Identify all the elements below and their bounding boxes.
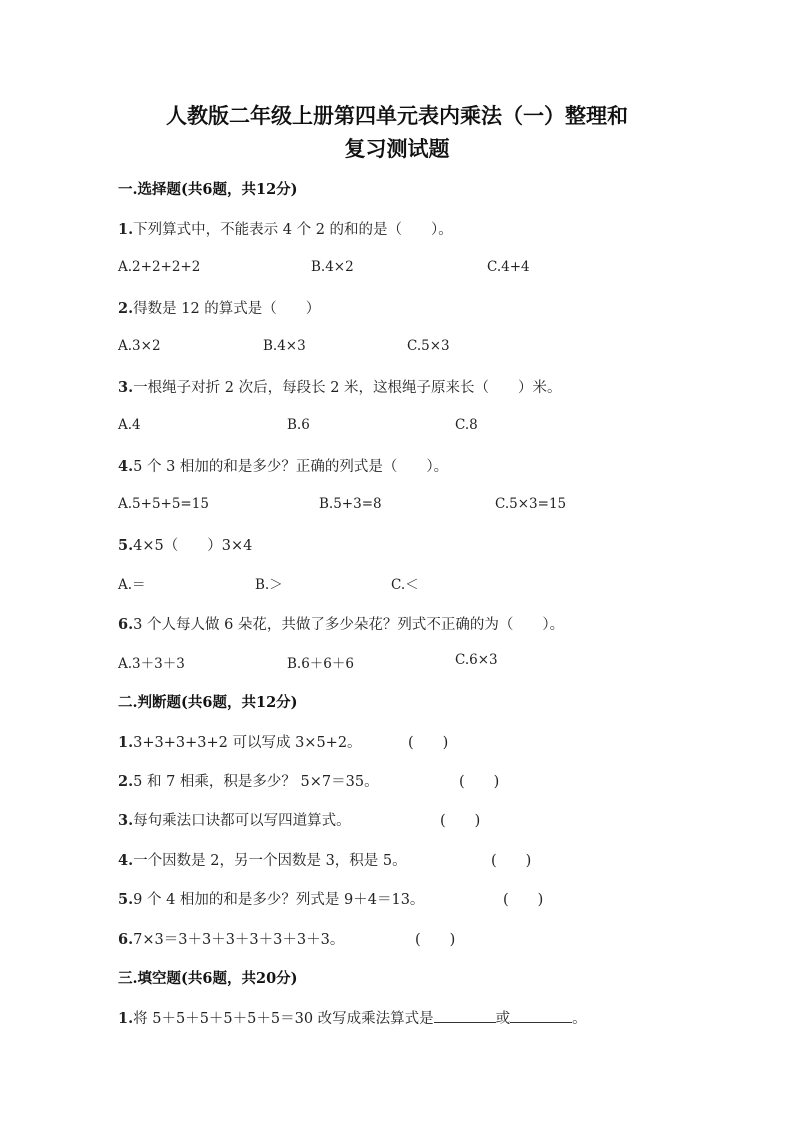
s2-q6-answer-paren: ( ) (415, 932, 456, 948)
question-text: 一根绳子对折 2 次后，每段长 2 米，这根绳子原来长（ ）米。 (133, 380, 562, 396)
s2-question-6 (118, 928, 344, 949)
question-text: 5 个 3 相加的和是多少？正确的列式是（ ）。 (133, 459, 449, 475)
s1-q4-option-b: B.5+3=8 (319, 496, 382, 512)
question-text: 5 和 7 相乘，积是多少？ 5×7＝35。 (133, 774, 379, 790)
question-number: 1. (118, 1010, 134, 1027)
s1-q5-option-a: A.＝ (118, 577, 146, 593)
s1-q3-option-c: C.8 (455, 417, 478, 433)
question-text: 3+3+3+3+2 可以写成 3×5+2。 (133, 735, 362, 751)
s2-question-3 (118, 809, 351, 830)
question-number: 4. (118, 458, 134, 475)
s2-q4-answer-paren: ( ) (491, 853, 532, 869)
question-text: 3 个人每人做 6 朵花，共做了多少朵花？列式不正确的为（ ）。 (133, 617, 565, 633)
s1-q5-option-c: C.＜ (391, 577, 419, 593)
s1-question-1 (118, 218, 453, 239)
s2-question-1 (118, 731, 362, 752)
question-text-c: 。 (572, 1011, 587, 1027)
s2-q5-answer-paren: ( ) (503, 892, 544, 908)
s1-q6-option-b: B.6＋6＋6 (287, 656, 354, 672)
question-number: 6. (118, 616, 134, 633)
s1-question-3 (118, 376, 562, 397)
s1-q4-option-c: C.5×3=15 (495, 496, 567, 512)
s2-q1-answer-paren: ( ) (408, 735, 449, 751)
page-title-line2: 复习测试题 (344, 136, 450, 161)
question-text: 7×3＝3＋3＋3＋3＋3＋3＋3。 (133, 932, 345, 948)
s1-q3-option-b: B.6 (287, 417, 310, 433)
question-number: 6. (118, 931, 134, 948)
s2-q2-answer-paren: ( ) (459, 774, 500, 790)
section2-heading: 二.判断题(共6题，共12分) (118, 694, 298, 711)
question-number: 4. (118, 852, 134, 869)
s1-q2-option-c: C.5×3 (407, 338, 450, 354)
question-text: 一个因数是 2，另一个因数是 3，积是 5。 (133, 853, 407, 869)
page-title-line1: 人教版二年级上册第四单元表内乘法（一）整理和 (166, 103, 628, 128)
question-text: 9 个 4 相加的和是多少？列式是 9＋4＝13。 (133, 892, 425, 908)
s1-q3-option-a: A.4 (118, 417, 141, 433)
question-number: 3. (118, 812, 134, 829)
s1-q1-option-b: B.4×2 (311, 259, 354, 275)
question-number: 1. (118, 734, 134, 751)
answer-blank-1[interactable] (434, 1008, 496, 1023)
s2-q3-answer-paren: ( ) (440, 813, 481, 829)
s1-q2-option-a: A.3×2 (118, 338, 161, 354)
question-number: 5. (118, 537, 134, 554)
section3-heading: 三.填空题(共6题，共20分) (118, 970, 298, 987)
question-number: 2. (118, 300, 134, 317)
section1-heading: 一.选择题(共6题，共12分) (118, 181, 298, 198)
s2-question-5 (118, 888, 424, 909)
s1-question-6 (118, 613, 564, 634)
question-text: 下列算式中，不能表示 4 个 2 的和的是（ ）。 (133, 222, 453, 238)
question-text: 4×5（ ）3×4 (133, 538, 253, 554)
s1-question-2 (118, 297, 320, 318)
s1-q1-option-c: C.4+4 (487, 259, 530, 275)
s2-question-4 (118, 849, 407, 870)
s1-q4-option-a: A.5+5+5=15 (118, 496, 209, 512)
question-text: 得数是 12 的算式是（ ） (133, 301, 321, 317)
s1-q6-option-a: A.3＋3＋3 (118, 656, 185, 672)
s1-q1-option-a: A.2+2+2+2 (118, 259, 201, 275)
s1-q2-option-b: B.4×3 (263, 338, 306, 354)
question-number: 1. (118, 221, 134, 238)
s1-question-5 (118, 534, 252, 555)
s1-question-4 (118, 455, 448, 476)
question-number: 3. (118, 379, 134, 396)
question-number: 2. (118, 773, 134, 790)
s1-q6-option-c: C.6×3 (455, 652, 498, 668)
question-text-a: 将 5＋5＋5＋5＋5＋5＝30 改写成乘法算式是 (133, 1011, 434, 1027)
question-text: 每句乘法口诀都可以写四道算式。 (133, 813, 351, 829)
question-text-b: 或 (495, 1011, 511, 1027)
answer-blank-2[interactable] (510, 1008, 572, 1023)
s2-question-2 (118, 770, 379, 791)
question-number: 5. (118, 891, 134, 908)
s1-q5-option-b: B.＞ (255, 577, 283, 593)
s3-question-1 (118, 1007, 587, 1028)
